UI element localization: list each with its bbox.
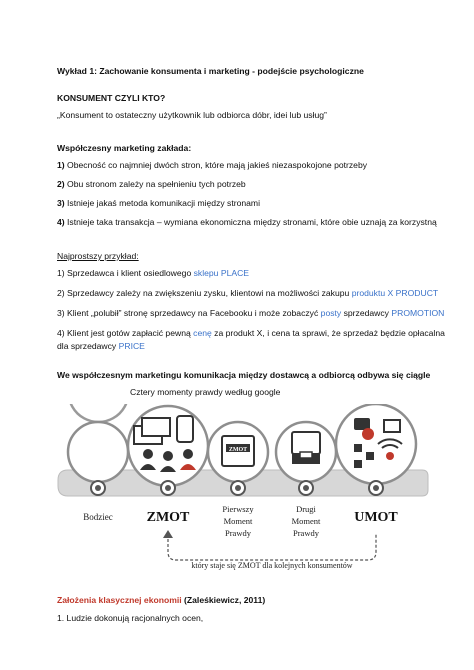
label-smot-1: Drugi [296,504,316,514]
label-smot-3: Prawdy [293,528,319,538]
example-heading: Najprostszy przykład: [57,251,139,261]
product-highlight: produktu X PRODUCT [351,288,439,298]
modern-item [57,198,260,209]
item-number: 1) [57,160,65,170]
heart-icon [362,428,374,440]
example-line-3 [57,308,444,319]
modern-item [57,179,246,190]
example-text: 4) Klient jest gotów zapłacić pewną [57,328,194,338]
modern-item [57,160,367,171]
example-text: 2) Sprzedawcy zależy na zwiększeniu zysku, klientowi na możliwości zakupu [57,288,352,298]
store-badge: ZMOT [228,447,248,453]
box-icon [292,432,320,454]
monitor-icon [142,418,170,436]
consumer-heading: KONSUMENT CZYLI KTO? [57,93,166,103]
assumption-item: 1. Ludzie dokonują racjonalnych ocen, [57,613,204,623]
consumer-definition: „Konsument to ostateczny użytkownik lub odbiorca dóbr, idei lub usług” [57,110,327,120]
item-number: 2) [57,179,65,189]
item-number: 4) [57,217,65,227]
item-text: Istnieje taka transakcja – wymiana ekonomiczna między stronami, które obie uznają za korzystną [64,217,437,227]
label-fmot-3: Prawdy [225,528,251,538]
item-text: Obecność co najmniej dwóch stron, które mają jakieś niezaspokojone potrzeby [64,160,368,170]
example-text: dla sprzedawcy [57,341,119,351]
figure-caption: Cztery momenty prawdy według google [130,387,281,397]
posts-highlight: posty [320,308,342,318]
example-text: sprzedawcy [341,308,392,318]
example-line-1 [57,268,249,279]
network-icon [354,444,362,452]
label-fmot-2: Moment [223,516,253,526]
person-icon [143,449,153,459]
label-zmot: ZMOT [146,510,190,525]
place-highlight: sklepu PLACE [193,268,250,278]
label-smot-2: Moment [291,516,321,526]
item-text: Obu stronom zależy na spełnieniu tych potrzeb [64,179,246,189]
smartphone-icon [177,416,193,442]
example-text: za produkt X, i cena ta sprawi, że sprzedaż będzie opłacalna [211,328,445,338]
person-icon [183,449,193,459]
example-line-4 [57,328,445,339]
example-text: 3) Klient „polubił” stronę sprzedawcy na Facebooku i może zobaczyć [57,308,321,318]
moments-of-truth-diagram [50,404,430,578]
mail-icon [384,420,400,432]
arrow-up-icon [163,530,173,538]
price-highlight: cenę [193,328,212,338]
feedback-loop [168,534,376,560]
page-title: Wykład 1: Zachowanie konsumenta i marketing - podejście psychologiczne [57,66,364,76]
person-icon [163,451,173,461]
price-label: PRICE [118,341,145,351]
promotion-highlight: PROMOTION [391,308,445,318]
item-text: Istnieje jakaś metoda komunikacji między stronami [64,198,261,208]
label-bodziec: Bodziec [83,512,113,522]
modern-heading: Współczesny marketing zakłada: [57,143,192,153]
assumptions-heading [57,595,265,606]
modern-item [57,217,437,228]
item-number: 3) [57,198,65,208]
assumptions-author: (Zaleśkiewicz, 2011) [181,595,266,605]
example-line-2 [57,288,438,299]
loop-caption: który staje się ZMOT dla kolejnych konsumentów [191,561,353,570]
label-fmot-1: Pierwszy [222,504,254,514]
signal-icon [386,452,394,460]
communication-statement: We współczesnym marketingu komunikacja między dostawcą a odbiorcą odbywa się ciągle [57,370,431,380]
example-line-5 [57,341,145,352]
example-text: 1) Sprzedawca i klient osiedlowego [57,268,194,278]
label-umot: UMOT [354,510,398,525]
assumptions-title: Założenia klasycznej ekonomii [57,595,182,605]
